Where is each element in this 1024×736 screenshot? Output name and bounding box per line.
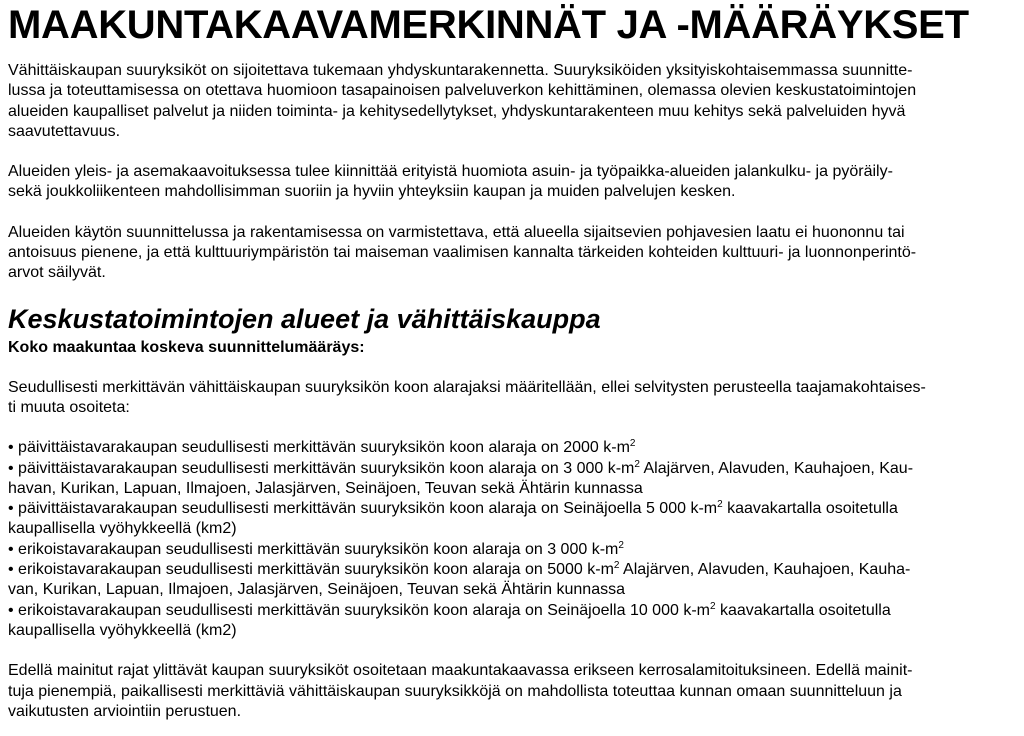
text-line: ti muuta osoiteta:: [8, 398, 130, 416]
unit-superscript: 2: [709, 600, 716, 612]
intro-paragraph-1: [8, 61, 1014, 142]
text-line: Edellä mainitut rajat ylittävät kaupan suuryksiköt osoitetaan maakuntakaavassa erikseen kerrosalamitoituksineen. Edellä mainit-: [8, 662, 913, 680]
bullet-text: van, Kurikan, Lapuan, Ilmajoen, Jalasjärven, Seinäjoen, Teuvan sekä Ähtärin kunnassa: [8, 581, 625, 599]
lead-paragraph: [8, 378, 1014, 419]
bullet-text: kaupallisella vyöhykkeellä (km2): [8, 621, 237, 639]
intro-paragraph-2: [8, 162, 1014, 203]
text-line: tuja pienempiä, paikallisesti merkittäviä vähittäiskaupan suuryksikköjä on mahdollista toteuttaa kunnan omaan suunnitteluun ja: [8, 682, 902, 700]
text-line: arvot säilyvät.: [8, 264, 106, 282]
bullet-text: kaavakartalla osoitetulla: [722, 500, 898, 518]
text-line: Alueiden yleis- ja asemakaavoituksessa tulee kiinnittää erityistä huomiota asuin- ja työpaikka-alueiden jalankulku- ja pyöräily-: [8, 163, 893, 181]
bullet-list: [8, 438, 1014, 641]
list-item: [8, 601, 1014, 642]
bullet-text: Alajärven, Alavuden, Kauhajoen, Kauha-: [619, 561, 911, 579]
text-line: antoisuus pienene, ja että kulttuuriympäristön tai maiseman vaalimisen kannalta tärkeiden kohteiden kulttuuri- ja luonnonperintö-: [8, 244, 917, 262]
closing-paragraph: [8, 661, 1014, 722]
text-line: saavutettavuus.: [8, 122, 121, 140]
text-line: vaikutusten arviointiin perustuen.: [8, 702, 242, 720]
bullet-text: kaupallisella vyöhykkeellä (km2): [8, 520, 237, 538]
list-item: [8, 438, 1014, 458]
subheading: Koko maakuntaa koskeva suunnittelumääräys:: [8, 338, 365, 356]
bullet-text: • päivittäistavarakaupan seudullisesti merkittävän suuryksikön koon alaraja on 2000 k-m: [8, 439, 630, 457]
bullet-text: kaavakartalla osoitetulla: [715, 601, 891, 619]
text-line: alueiden kaupalliset palvelut ja niiden toiminta- ja kehitysedellytykset, yhdyskuntarakenteen muu kehitys sekä palveluiden hyvä: [8, 102, 906, 120]
unit-superscript: 2: [634, 458, 640, 470]
text-line: lussa ja toteuttamisessa on otettava huomioon tasapainoisen palveluverkon kehittäminen, olemassa olevien keskustatoimintojen: [8, 82, 917, 100]
bullet-text: • erikoistavarakaupan seudullisesti merkittävän suuryksikön koon alaraja on 5000 k-m: [8, 561, 614, 579]
bullet-text: • erikoistavarakaupan seudullisesti merkittävän suuryksikön koon alaraja on 3 000 k-m: [8, 540, 619, 558]
list-item: [8, 499, 1014, 540]
bullet-text: • päivittäistavarakaupan seudullisesti merkittävän suuryksikön koon alaraja on Seinäjoella 5 000 k-m: [8, 500, 718, 518]
page-title: MAAKUNTAKAAVAMERKINNÄT JA -MÄÄRÄYKSET: [8, 3, 969, 47]
unit-superscript: 2: [613, 560, 620, 572]
text-line: Alueiden käytön suunnittelussa ja rakentamisessa on varmistettava, että alueella sijaitsevien pohjavesien laatu ei huononnu tai: [8, 223, 905, 241]
bullet-text: • päivittäistavarakaupan seudullisesti merkittävän suuryksikön koon alaraja on 3 000 k-m: [8, 459, 635, 477]
intro-paragraph-3: [8, 223, 1014, 284]
list-item: [8, 560, 1014, 601]
text-line: Seudullisesti merkittävän vähittäiskaupan suuryksikön koon alarajaksi määritellään, ellei selvitysten perusteella taajamakohtaises-: [8, 378, 926, 396]
bullet-text: havan, Kurikan, Lapuan, Ilmajoen, Jalasjärven, Seinäjoen, Teuvan sekä Ähtärin kunnassa: [8, 479, 643, 497]
bullet-text: Alajärven, Alavuden, Kauhajoen, Kau-: [639, 459, 914, 477]
section-heading: Keskustatoimintojen alueet ja vähittäiskauppa: [8, 303, 601, 334]
unit-superscript: 2: [629, 438, 636, 450]
text-line: Vähittäiskaupan suuryksiköt on sijoitettava tukemaan yhdyskuntarakennetta. Suuryksiköiden yksityiskohtaisemmassa suunnitte-: [8, 62, 913, 79]
unit-superscript: 2: [717, 499, 723, 511]
bullet-text: • erikoistavarakaupan seudullisesti merkittävän suuryksikön koon alaraja on Seinäjoella 10 000 k-m: [8, 601, 710, 619]
unit-superscript: 2: [618, 539, 624, 551]
list-item: [8, 459, 1014, 500]
list-item: [8, 540, 1014, 560]
text-line: sekä joukkoliikenteen mahdollisimman suoriin ja hyviin yhteyksiin kaupan ja muiden palvelujen kesken.: [8, 183, 736, 201]
document-page: [8, 0, 1014, 722]
